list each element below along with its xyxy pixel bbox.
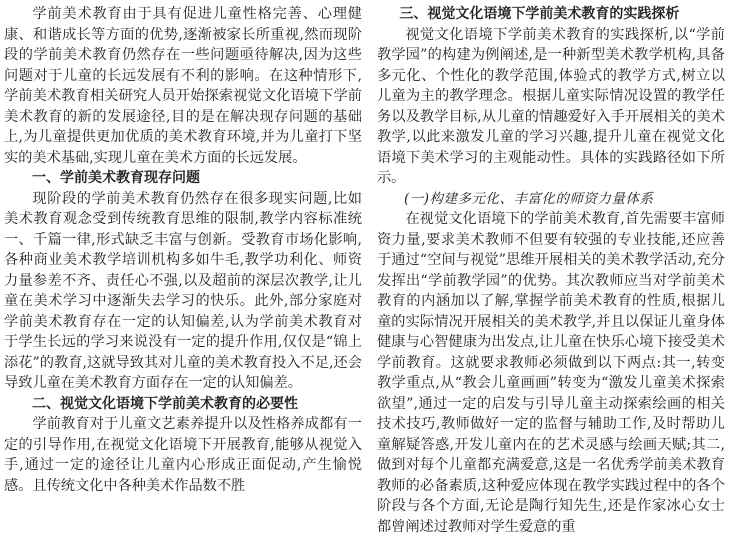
- subsection-heading-teachers: (一)构建多元化、丰富化的师资力量体系: [403, 190, 654, 207]
- practice-paragraph: 视觉文化语境下学前美术教育的实践探析,以“学前教学园”的构建为例阐述,是一种新型美术教学机构,具备多元化、个性化的教学范围,体验式的教学方式,树立以儿童为主的教学理念。根据儿童实际情况设置的教学任务以及教学目标,从儿童的情趣爱好入手开展相关的美术教学,以此来激发儿童的学习兴趣,提升儿童在视觉文化语境下美术学习的主观能动性。具体的实践路径如下所示。: [376, 26, 725, 186]
- teachers-paragraph: 在视觉文化语境下的学前美术教育,首先需要丰富师资力量,要求美术教师不但要有较强的专业技能,还应善于通过“空间与视觉”思维开展相关的美术教学活动,充分发挥出“学前教学园”的优势。其次教师应当对学前美术教育的内涵加以了解,掌握学前美术教育的性质,根据儿童的实际情况开展相关的美术教学,并且以保证儿童身体健康与心智健康为出发点,让儿童在快乐心境下接受美术学前教育。这就要求教师必须做到以下两点:其一,转变教学重点,从“教会儿童画画”转变为“激发儿童美术探索欲望”,通过一定的启发与引导儿童主动探索绘画的相关技术技巧,教师做好一定的监督与辅助工作,及时帮助儿童解疑答惑,开发儿童内在的艺术灵感与绘画天赋;其二,做到对每个儿童都充满爱意,这是一名优秀学前美术教育教师的必备素质,这种爱应体现在教学实践过程中的各个阶段与各个方面,无论是陶行知先生,还是作家冰心女士都曾阐述过教师对学生爱意的重: [376, 211, 725, 535]
- problems-paragraph: 现阶段的学前美术教育仍然存在很多现实问题,比如美术教育观念受到传统教育思维的限制,教学内容标准统一、千篇一律,形式缺乏丰富与创新。受教育市场化影响,各种商业美术教学培训机构多如牛毛,教学功利化、师资力量参差不齐、责任心不强,以及超前的深层次教学,让儿童在美术学习中逐渐失去学习的快乐。此外,部分家庭对学前美术教育存在一定的认知偏差,认为学前美术教育对于学生长远的学习来说没有一定的提升作用,仅仅是“锦上添花”的教育,这就导致其对儿童的美术教育投入不足,还会导致儿童在美术教育方面存在一定的认知偏差。: [4, 190, 362, 391]
- right-column: [368, 4, 725, 533]
- section-heading-problems: 一、学前美术教育现存问题: [32, 170, 200, 186]
- intro-paragraph: 学前美术教育由于具有促进儿童性格完善、心理健康、和谐成长等方面的优势,逐渐被家长所重视,然而现阶段的学前美术教育仍然存在一些问题亟待解决,因为这些问题对于儿童的长远发展有不利的影响。在这种情形下,学前美术教育相关研究人员开始探索视觉文化语境下学前美术教育的新的发展途径,目的是在解决现存问题的基础上,为儿童提供更加优质的美术教育环境,并为儿童打下坚实的美术基础,实现儿童在美术方面的长远发展。: [4, 6, 362, 166]
- left-column: [4, 4, 368, 533]
- section-heading-necessity: 二、视觉文化语境下学前美术教育的必要性: [32, 395, 298, 412]
- necessity-paragraph: 学前教育对于儿童文艺素养提升以及性格养成都有一定的引导作用,在视觉文化语境下开展教育,能够从视觉入手,通过一定的途径让儿童内心形成正面促动,产生愉悦感。且传统文化中各种美术作品数不胜: [4, 416, 362, 494]
- section-heading-practice: 三、视觉文化语境下学前美术教育的实践探析: [399, 6, 680, 22]
